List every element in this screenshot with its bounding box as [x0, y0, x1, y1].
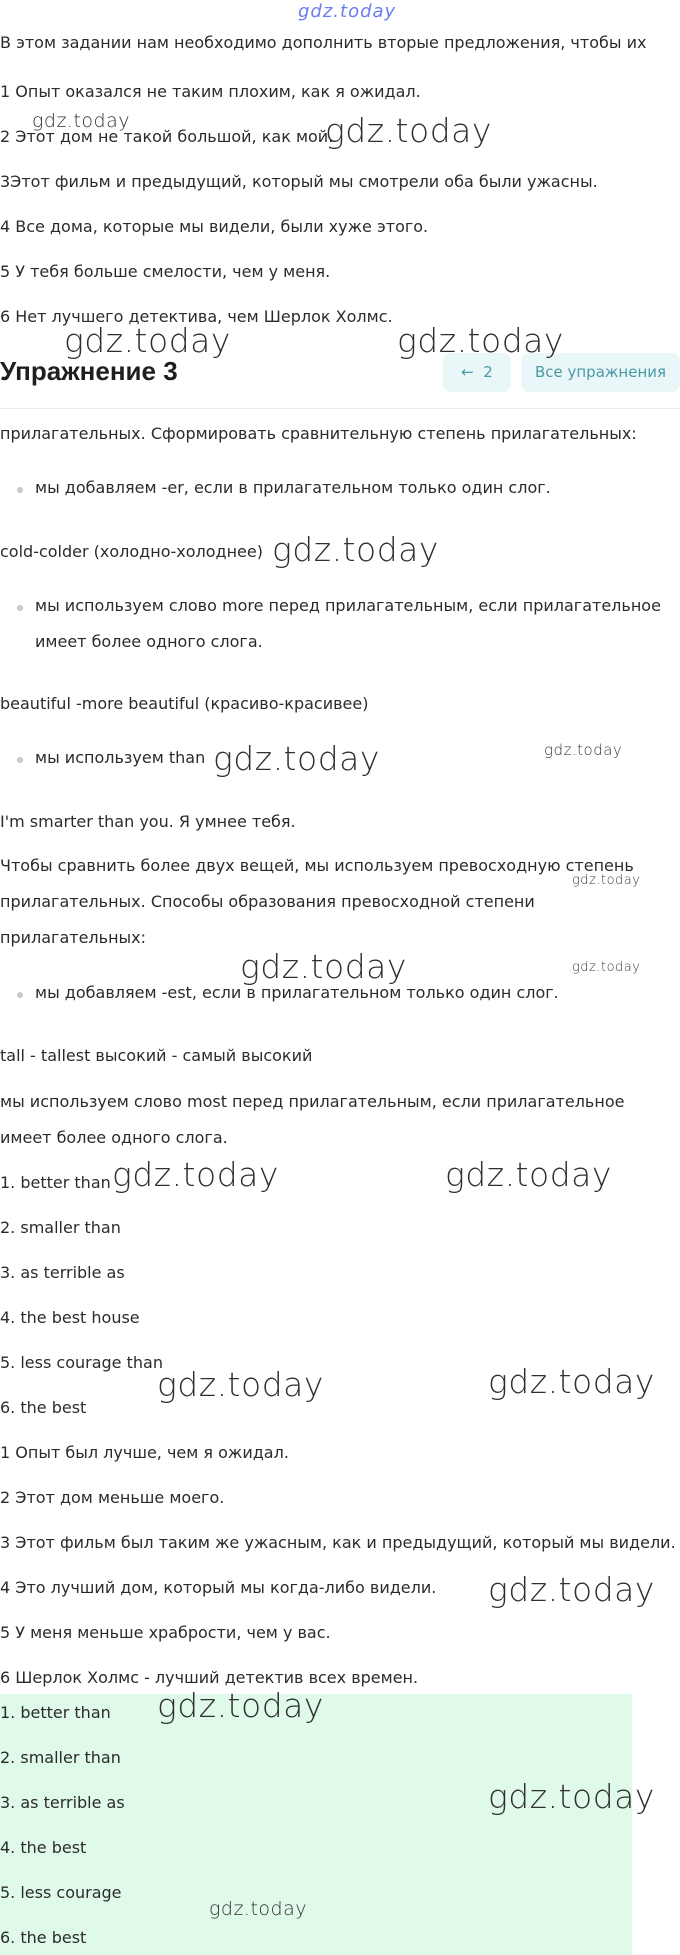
- translation-item-3: 3 Этот фильм был таким же ужасным, как и предыдущий, который мы видели.: [0, 1533, 676, 1552]
- answer-item-6: 6. the best: [0, 1398, 87, 1417]
- theory-bullet-4: мы добавляем -est, если в прилагательном только один слог.: [35, 983, 559, 1002]
- watermark: gdz.today: [272, 530, 439, 569]
- clipped-line-mask: [0, 72, 680, 80]
- watermark: gdz.today: [488, 1777, 655, 1816]
- watermark: gdz.today: [157, 1686, 324, 1725]
- arrow-left-icon: ←: [461, 363, 474, 381]
- theory-paragraph-2: мы используем слово most перед прилагательным, если прилагательное: [0, 1092, 625, 1111]
- top-item-3: 3Этот фильм и предыдущий, который мы смотрели оба были ужасны.: [0, 172, 598, 191]
- theory-bullet-3: мы используем than: [35, 748, 206, 767]
- watermark: gdz.today: [445, 1155, 612, 1194]
- translation-item-2: 2 Этот дом меньше моего.: [0, 1488, 225, 1507]
- theory-bullet-2-cont: имеет более одного слога.: [35, 632, 263, 651]
- top-item-6: 6 Нет лучшего детектива, чем Шерлок Холмс.: [0, 307, 393, 326]
- watermark: gdz.today: [325, 111, 492, 150]
- theory-line: прилагательных. Сформировать сравнительную степень прилагательных:: [0, 424, 637, 443]
- final-answer-1: 1. better than: [0, 1703, 111, 1722]
- translation-item-6: 6 Шерлок Холмс - лучший детектив всех времен.: [0, 1668, 419, 1687]
- theory-example-3: I'm smarter than you. Я умнее тебя.: [0, 812, 296, 831]
- all-exercises-button[interactable]: Все упражнения: [521, 353, 680, 392]
- theory-example-4: tall - tallest высокий - самый высокий: [0, 1046, 313, 1065]
- top-item-1: 1 Опыт оказался не таким плохим, как я ожидал.: [0, 82, 421, 101]
- answer-box: [0, 1694, 632, 1955]
- theory-bullet-2: мы используем слово more перед прилагательным, если прилагательное: [35, 596, 661, 615]
- exercise-title: Упражнение 3: [0, 356, 178, 386]
- theory-bullet-1: мы добавляем -er, если в прилагательном только один слог.: [35, 478, 551, 497]
- watermark: gdz.today: [240, 947, 407, 986]
- theory-paragraph: Чтобы сравнить более двух вещей, мы используем превосходную степень: [0, 856, 634, 875]
- watermark: gdz.today: [544, 741, 623, 759]
- watermark: gdz.today: [64, 321, 231, 360]
- answer-item-1: 1. better than: [0, 1173, 111, 1192]
- theory-paragraph-cont: прилагательных:: [0, 928, 147, 947]
- watermark: gdz.today: [209, 1898, 307, 1920]
- final-answer-6: 6. the best: [0, 1928, 87, 1947]
- bullet-dot: [17, 992, 23, 998]
- watermark: gdz.today: [157, 1365, 324, 1404]
- theory-paragraph-2-cont: имеет более одного слога.: [0, 1128, 228, 1147]
- theory-paragraph-cont: прилагательных. Способы образования превосходной степени: [0, 892, 535, 911]
- top-item-2: 2 Этот дом не такой большой, как мой.: [0, 127, 334, 146]
- watermark: gdz.today: [488, 1362, 655, 1401]
- prev-exercise-label: 2: [483, 363, 493, 381]
- watermark: gdz.today: [213, 739, 380, 778]
- watermark: gdz.today: [488, 1570, 655, 1609]
- watermark: gdz.today: [572, 960, 641, 975]
- watermark: gdz.today: [572, 873, 641, 888]
- top-item-4: 4 Все дома, которые мы видели, были хуже этого.: [0, 217, 429, 236]
- watermark: gdz.today: [397, 321, 564, 360]
- final-answer-4: 4. the best: [0, 1838, 87, 1857]
- bullet-dot: [17, 487, 23, 493]
- translation-item-4: 4 Это лучший дом, который мы когда-либо видели.: [0, 1578, 437, 1597]
- top-item-5: 5 У тебя больше смелости, чем у меня.: [0, 262, 331, 281]
- answer-item-2: 2. smaller than: [0, 1218, 121, 1237]
- watermark: gdz.today: [112, 1155, 279, 1194]
- bullet-dot: [17, 605, 23, 611]
- intro-text: В этом задании нам необходимо дополнить вторые предложения, чтобы их: [0, 33, 647, 52]
- answer-item-5: 5. less courage than: [0, 1353, 163, 1372]
- final-answer-5: 5. less courage: [0, 1883, 122, 1902]
- final-answer-2: 2. smaller than: [0, 1748, 121, 1767]
- theory-example-2: beautiful -more beautiful (красиво-красивее): [0, 694, 369, 713]
- translation-item-5: 5 У меня меньше храбрости, чем у вас.: [0, 1623, 331, 1642]
- answer-item-4: 4. the best house: [0, 1308, 140, 1327]
- translation-item-1: 1 Опыт был лучше, чем я ожидал.: [0, 1443, 289, 1462]
- final-answer-3: 3. as terrible as: [0, 1793, 125, 1812]
- site-logo[interactable]: gdz.today: [298, 1, 397, 22]
- bullet-dot: [17, 757, 23, 763]
- watermark: gdz.today: [32, 110, 130, 132]
- answer-item-3: 3. as terrible as: [0, 1263, 125, 1282]
- theory-example-1: cold-colder (холодно-холоднее): [0, 542, 263, 561]
